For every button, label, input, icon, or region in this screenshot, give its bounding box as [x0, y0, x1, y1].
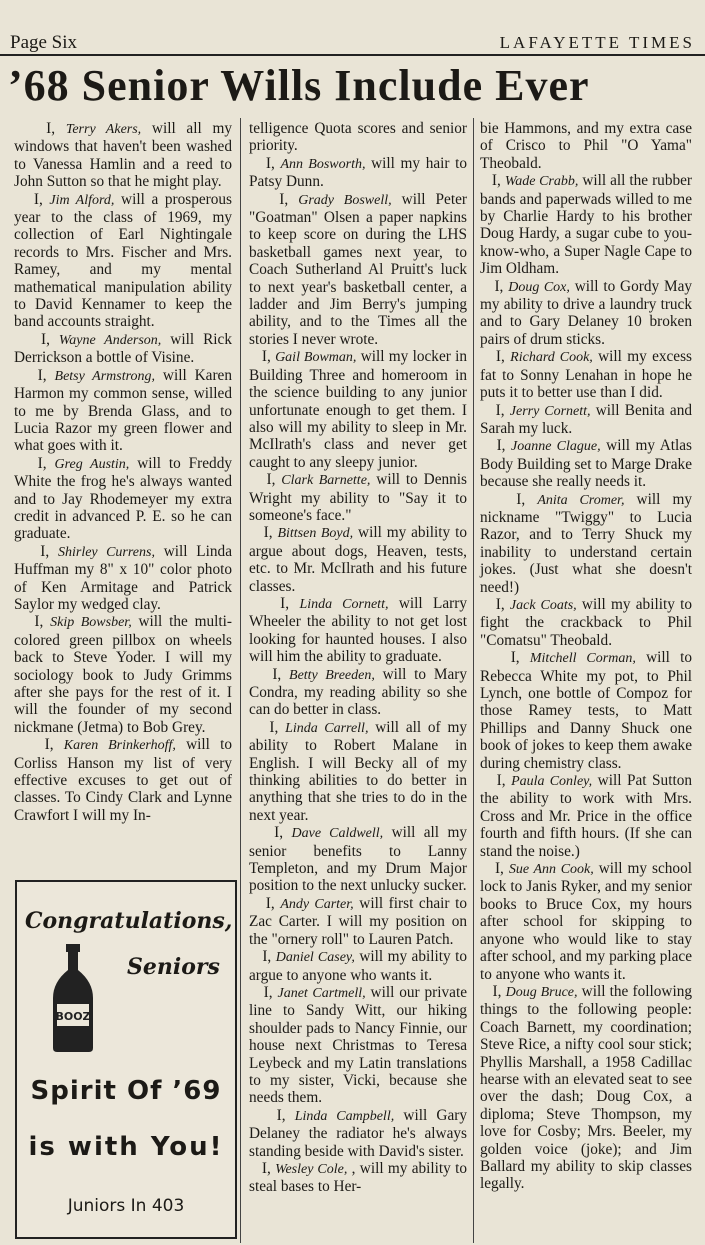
- bottle-label: BOOZ: [55, 1010, 91, 1023]
- will-entry: [480, 120, 692, 172]
- will-entry: [480, 172, 692, 277]
- entry-lead: I,: [480, 649, 530, 667]
- will-text: will my ability to fight the crackback to Phil "Comatsu" Theobald.: [480, 595, 692, 649]
- will-entry: [249, 984, 467, 1107]
- will-entry: [249, 895, 467, 948]
- will-entry: [249, 524, 467, 595]
- column-divider: [473, 118, 474, 1243]
- will-entry: [249, 155, 467, 191]
- will-text: will to Gordy May my ability to drive a laundry truck and to Gary Delaney 10 broken pairs of drum sticks.: [480, 277, 693, 348]
- will-entry: [249, 471, 467, 524]
- ad-juniors: Juniors In 403: [67, 1196, 185, 1216]
- student-name: Jack Coats,: [509, 597, 577, 613]
- student-name: Mitchell Corman,: [529, 651, 636, 667]
- will-entry: [14, 367, 232, 455]
- student-name: Doug Cox,: [508, 279, 570, 295]
- page-number: Page Six: [10, 32, 78, 53]
- student-name: Bittsen Boyd,: [277, 526, 354, 542]
- will-text: will to Mary Condra, my reading ability so she can do better in class.: [249, 665, 467, 719]
- entry-lead: I,: [480, 348, 511, 366]
- will-text: will my hair to Patsy Dunn.: [249, 154, 467, 191]
- student-name: Joanne Clague,: [511, 439, 601, 455]
- entry-lead: I,: [249, 1106, 295, 1124]
- will-entry: [480, 278, 692, 349]
- entry-lead: I,: [14, 366, 55, 384]
- student-name: Terry Akers,: [65, 122, 142, 137]
- will-text: will my ability to argue to anyone who wants it.: [249, 948, 467, 984]
- ad-congratulations: Congratulations,: [25, 908, 233, 934]
- student-name: Paula Conley,: [511, 774, 593, 790]
- entry-lead: I,: [14, 542, 58, 560]
- student-name: Shirley Currens,: [57, 544, 155, 560]
- entry-lead: I,: [249, 718, 286, 736]
- student-name: Sue Ann Cook,: [508, 862, 594, 878]
- advertisement-box: [15, 880, 237, 1239]
- bottle-icon: [45, 942, 101, 1054]
- student-name: Karen Brinkerhoff,: [63, 738, 176, 754]
- entry-lead: I,: [14, 454, 55, 472]
- entry-lead: I,: [249, 665, 290, 683]
- entry-lead: I,: [14, 190, 50, 208]
- entry-lead: I,: [480, 490, 538, 508]
- will-text: will first chair to Zac Carter. I will my position on the "ornery roll" to Lauren Patch.: [249, 894, 467, 948]
- will-text: telligence Quota scores and senior priority.: [249, 120, 467, 155]
- column-3: [480, 120, 692, 1193]
- student-name: Betty Breeden,: [289, 667, 375, 683]
- student-name: Daniel Casey,: [275, 950, 355, 966]
- student-name: Ann Bosworth,: [280, 156, 366, 172]
- will-text: will my school lock to Janis Ryker, and my senior books to Bruce Cox, my hours after school for skipping to anyone who would like to stay after school, and my parking place to anyone who wants it.: [480, 860, 692, 983]
- entry-lead: I,: [249, 948, 276, 966]
- entry-lead: I,: [14, 613, 51, 631]
- will-entry: [480, 491, 692, 596]
- student-name: Andy Carter,: [280, 896, 354, 912]
- will-entry: [249, 1160, 467, 1196]
- will-entry: [249, 348, 467, 471]
- entry-lead: I,: [480, 982, 506, 1000]
- column-divider: [240, 118, 241, 1243]
- will-text: , will my ability to steal bases to Her-: [249, 1159, 467, 1196]
- entry-lead: I,: [480, 277, 509, 295]
- will-entry: [249, 1107, 467, 1160]
- entry-lead: I,: [249, 983, 278, 1001]
- student-name: Skip Bowsber,: [50, 615, 132, 631]
- will-entry: [14, 455, 232, 543]
- will-text: will my locker in Building Three and homeroom in the science building to any junior unfortunate enough to get them. I also will my ability to sleep in Mr. McIlrath's class and never get caught to any sleepy junior.: [249, 348, 468, 471]
- student-name: Anita Cromer,: [537, 492, 625, 508]
- entry-lead: I,: [249, 154, 281, 172]
- will-entry: [14, 331, 232, 367]
- student-name: Dave Caldwell,: [291, 826, 384, 842]
- will-text: will to Dennis Wright my ability to "Say it to someone's face.": [249, 471, 467, 524]
- will-entry: [14, 613, 232, 736]
- student-name: Linda Cornett,: [299, 596, 389, 612]
- entry-lead: I,: [14, 330, 59, 348]
- will-text: will to Freddy White the frog he's always wanted and to Jay Rhodemeyer my extra credit in advanced P. E. so he can graduate.: [14, 454, 232, 543]
- will-entry: [480, 437, 692, 490]
- student-name: Wesley Cole,: [275, 1161, 348, 1177]
- will-entry: [249, 666, 467, 719]
- student-name: Gail Bowman,: [275, 350, 357, 366]
- page-header: [0, 30, 705, 56]
- will-text: will all the rubber bands and paperwads willed to me by Charlie Hardy to his brother Doug Hardy, a sugar cube to you-know-who, a Super Nagle Cape to Jim Oldham.: [480, 172, 693, 278]
- entry-lead: I,: [249, 190, 299, 208]
- entry-lead: I,: [480, 772, 512, 790]
- student-name: Janet Cartmell,: [277, 985, 366, 1001]
- entry-lead: I,: [480, 860, 509, 878]
- student-name: Wayne Anderson,: [58, 332, 162, 348]
- student-name: Linda Campbell,: [294, 1108, 395, 1124]
- entry-lead: I,: [480, 595, 510, 613]
- will-text: will Larry Wheeler the ability to not get lost looking for haunted houses. I also will him the ability to graduate.: [249, 594, 467, 666]
- will-entry: [480, 348, 692, 401]
- will-entry: [249, 824, 467, 895]
- will-entry: [249, 719, 467, 824]
- student-name: Betsy Armstrong,: [54, 368, 156, 384]
- headline: ’68 Senior Wills Include Ever: [8, 61, 590, 110]
- will-entry: [480, 772, 692, 860]
- will-entry: [14, 543, 232, 614]
- column-1: [14, 120, 232, 824]
- will-entry: [14, 191, 232, 331]
- will-text: will my ability to argue about dogs, Heaven, tests, etc. to Mr. McIlrath and his future classes.: [249, 524, 467, 595]
- column-2: [249, 120, 467, 1196]
- student-name: Wade Crabb,: [504, 174, 579, 190]
- will-text: will Peter "Goatman" Olsen a paper napkins to keep score on during the LHS basketball games next year, to Coach Sutherland Al Pruitt's luck to next year's basketball center, a ladder and Jim Berry's jumping ability, and to the Times all the stories I never wrote.: [249, 190, 467, 348]
- will-text: will my excess fat to Sonny Lenahan in hope he puts it to better use than I did.: [480, 348, 692, 402]
- will-entry: [249, 120, 467, 155]
- student-name: Greg Austin,: [54, 456, 130, 472]
- entry-lead: I,: [14, 736, 64, 754]
- will-entry: [480, 649, 692, 772]
- will-text: will to Corliss Hanson my list of very effective excuses to get out of classes. To Cindy Clark and Lynne Crawfort I will my In-: [14, 736, 232, 824]
- will-entry: [249, 948, 467, 984]
- will-text: will Pat Sutton the ability to work with Mrs. Cross and Mr. Price in the office fourth and fifth hours. (If she can stand the noise.): [480, 772, 693, 860]
- entry-lead: I,: [249, 824, 292, 842]
- will-entry: [480, 402, 692, 438]
- will-entry: [249, 595, 467, 666]
- entry-lead: I,: [480, 437, 512, 455]
- entry-lead: I,: [249, 524, 278, 542]
- will-text: will to Rebecca White my pot, to Phil Lynch, one bottle of Compoz for those Ramey tests, to Matt Phillips and Danny Shuck one book of jokes to keep them awake during chemistry class.: [480, 649, 693, 772]
- entry-lead: I,: [480, 172, 505, 190]
- ad-with-you: is with You!: [28, 1132, 224, 1162]
- entry-lead: I,: [249, 1159, 276, 1177]
- student-name: Jerry Cornett,: [509, 403, 591, 419]
- student-name: Grady Boswell,: [298, 192, 392, 208]
- entry-lead: I,: [14, 120, 66, 137]
- entry-lead: I,: [249, 594, 300, 612]
- student-name: Doug Bruce,: [505, 984, 578, 1000]
- will-entry: [480, 596, 692, 649]
- will-entry: [14, 120, 232, 191]
- entry-lead: I,: [249, 894, 281, 912]
- will-text: will all my windows that haven't been washed to Vanessa Hamlin and a reed to John Sutton so that he might play.: [14, 120, 233, 191]
- student-name: Linda Carrell,: [285, 720, 369, 736]
- will-text: bie Hammons, and my extra case of Crisco to Phil "O Yama" Theobald.: [480, 120, 692, 172]
- will-text: will Linda Huffman my 8" x 10" color photo of Ken Armitage and Patrick Saylor my wedged clay.: [14, 542, 232, 613]
- newspaper-name: LAFAYETTE TIMES: [499, 33, 695, 52]
- will-text: will the following things to the following people: Coach Barnett, my coordination; Steve Rice, a nifty cool sour stick; Phyllis Marshall, a 1958 Cadillac hearse with an elevated seat to see over the dash; Doug Cox, a diploma; Steve Thompson, my love for Cosby; Mrs. Beeler, my golden voice (joke); and Jim Ballard my ability to skip classes legally.: [480, 982, 692, 1193]
- entry-lead: I,: [249, 471, 282, 489]
- will-text: will all of my ability to Robert Malane in English. I will Becky all of my thinking abilities to do better in anything that she tries to do in the next year.: [249, 718, 467, 824]
- will-entry: [480, 860, 692, 983]
- will-text: will Gary Delaney the radiator he's always standing beside with David's sister.: [249, 1106, 467, 1160]
- will-text: will a prosperous year to the class of 1969, my collection of Earl Nightingale records to Mrs. Fischer and Mrs. Ramey, and my mental mathematical manipulation ability to David Kennamer to keep the band accounts straight.: [14, 190, 232, 331]
- will-text: will Rick Derrickson a bottle of Visine.: [14, 330, 232, 367]
- will-text: will all my senior benefits to Lanny Templeton, and my Drum Major position to the next unlucky sucker.: [249, 824, 467, 895]
- will-text: will the multi-colored green pillbox on wheels back to Steve Yoder. I will my sociology book to Judy Grimms after she pays for the rest of it. I will the founder of my second nickmane (Jetma) to Bob Grey.: [14, 613, 232, 736]
- student-name: Richard Cook,: [510, 350, 593, 366]
- will-text: will my Atlas Body Building set to Marge Drake because she really needs it.: [480, 437, 693, 491]
- will-entry: [14, 736, 232, 824]
- will-entry: [249, 191, 467, 349]
- student-name: Clark Barnette,: [281, 473, 371, 489]
- will-text: will my nickname "Twiggy" to Lucia Razor, and to Terry Shuck my inability to understand certain jokes. (Just what she doesn't need!): [480, 490, 693, 596]
- entry-lead: I,: [249, 348, 276, 366]
- ad-seniors: Seniors: [127, 954, 220, 980]
- will-text: will our private line to Sandy Witt, our hiking shoulder pads to Nancy Finnie, our house next Christmas to Teresa Leybeck and my Latin translations to my sister, Vicki, because she needs them.: [249, 983, 467, 1107]
- will-text: will Karen Harmon my common sense, willed to me by Brenda Glass, and to Lucia Razor my green flower and what goes with it.: [14, 366, 232, 455]
- student-name: Jim Alford,: [49, 192, 115, 208]
- entry-lead: I,: [480, 401, 510, 419]
- will-text: will Benita and Sarah my luck.: [480, 401, 692, 437]
- will-entry: [480, 983, 692, 1193]
- ad-spirit: Spirit Of ’69: [30, 1076, 222, 1106]
